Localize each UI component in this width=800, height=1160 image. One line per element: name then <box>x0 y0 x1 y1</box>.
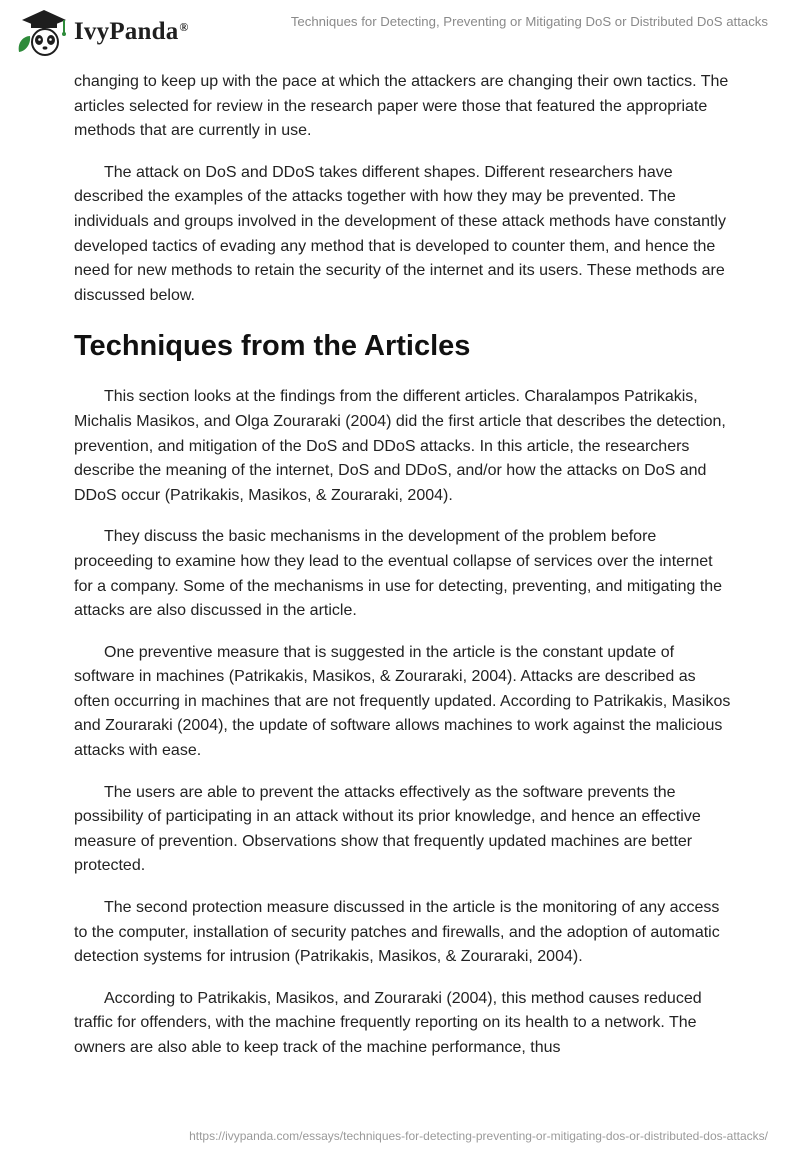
paragraph: The attack on DoS and DDoS takes different shapes. Different researchers have described the examples of the attacks together with how they may be prevented. The individuals and groups involved in the development of these attack methods have constantly developed tactics of evading any method that is developed to counter them, and hence the need for new methods to retain the security of the internet and its users. These methods are discussed below. <box>74 163 726 304</box>
paragraph: According to Patrikakis, Masikos, and Zouraraki (2004), this method causes reduced traffic for offenders, with the machine frequently reporting on its health to a network. The owners are also able to keep track of the machine performance, thus <box>74 989 702 1056</box>
paragraph: One preventive measure that is suggested in the article is the constant update of software in machines (Patrikakis, Masikos, & Zouraraki, 2004). Attacks are described as often occurring in machines that are not frequently updated. According to Patrikakis, Masikos and Zouraraki (2004), the update of software allows machines to work against the malicious attacks with ease. <box>74 643 731 760</box>
paragraph: changing to keep up with the pace at which the attackers are changing their own tactics. The articles selected for review in the research paper were those that featured the appropriate methods that are currently in use. <box>74 73 729 140</box>
page-header <box>0 0 800 70</box>
paragraph: The users are able to prevent the attacks effectively as the software prevents the possibility of participating in an attack without its prior knowledge, and hence an effective measure of prevention. Observations show that frequently updated machines are better protected. <box>74 783 701 875</box>
source-url-link[interactable]: https://ivypanda.com/essays/techniques-for-detecting-preventing-or-mitigating-dos-or-distributed-dos-attacks/ <box>189 1129 768 1143</box>
article-body <box>74 70 734 1078</box>
panda-logo-icon <box>14 6 70 58</box>
paragraph: This section looks at the findings from the different articles. Charalampos Patrikakis, Michalis Masikos, and Olga Zouraraki (2004) did the first article that describes the detection, prevention, and mitigation of the DoS and DDoS attacks. In this article, the researchers describe the meaning of the internet, DoS and DDoS, and/or how the attacks on DoS and DDoS occur (Patrikakis, Masikos, & Zouraraki, 2004). <box>74 388 726 504</box>
paragraph: They discuss the basic mechanisms in the development of the problem before proceeding to examine how they lead to the eventual collapse of services over the internet for a company. Some of the mechanisms in use for detecting, preventing, and mitigating the attacks are also discussed in the article. <box>74 528 723 620</box>
paragraph: The second protection measure discussed in the article is the monitoring of any access to the computer, installation of security patches and firewalls, and the adoption of automatic detection systems for intrusion (Patrikakis, Masikos, & Zouraraki, 2004). <box>74 899 720 966</box>
brand-name: IvyPanda® <box>74 18 189 45</box>
document-title: Techniques for Detecting, Preventing or Mitigating DoS or Distributed DoS attacks <box>290 14 768 29</box>
brand-logo-link[interactable] <box>14 6 189 58</box>
section-heading: Techniques from the Articles <box>74 330 471 363</box>
